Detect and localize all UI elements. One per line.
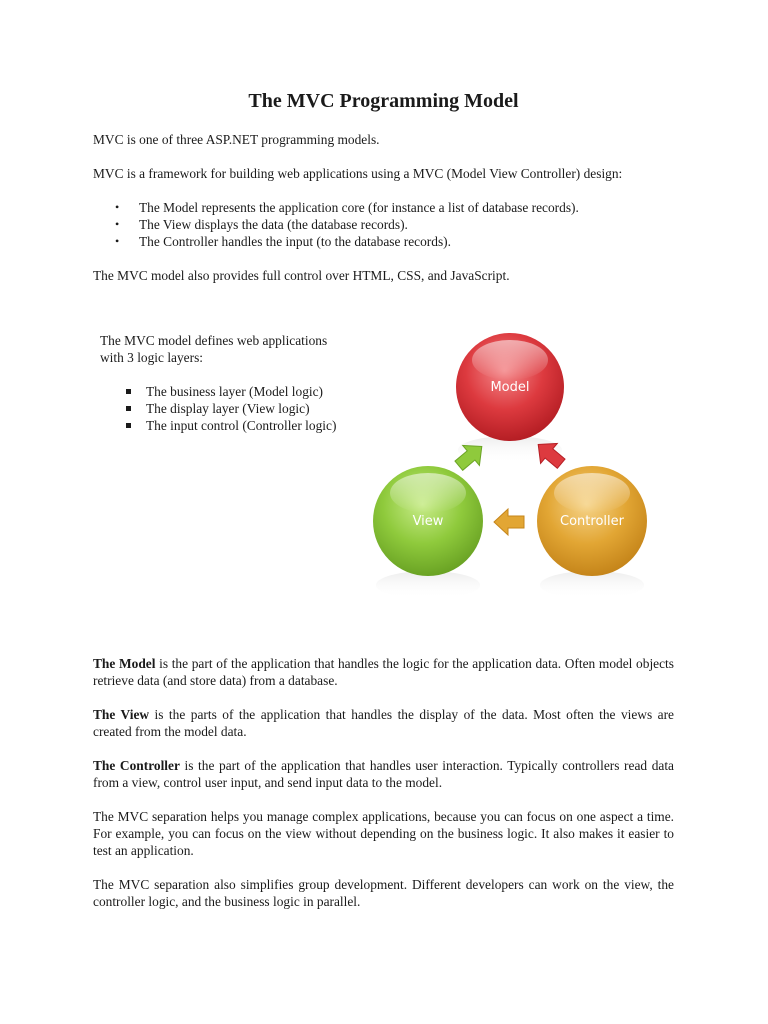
view-shine xyxy=(390,473,466,513)
view-description xyxy=(93,706,674,740)
list-item: The input control (Controller logic) xyxy=(100,417,345,434)
view-text: is the parts of the application that handles the display of the data. Most often the views are created from the model data. xyxy=(93,707,675,739)
controller-description xyxy=(93,757,674,791)
view-term: The View xyxy=(93,707,150,722)
list-item: The display layer (View logic) xyxy=(100,400,345,417)
controller-shine xyxy=(554,473,630,513)
view-label: View xyxy=(412,514,444,529)
list-item: The business layer (Model logic) xyxy=(100,383,345,400)
model-description xyxy=(93,655,674,689)
layers-intro: The MVC model defines web applications with 3 logic layers: xyxy=(100,333,328,365)
list-item: • The Controller handles the input (to the database records). xyxy=(93,233,674,250)
separation-paragraph-1: The MVC separation helps you manage complex applications, because you can focus on one aspect a time. For example, you can focus on the view without depending on the business logic. It also makes it easier to test an application. xyxy=(93,809,674,858)
controller-term: The Controller xyxy=(93,758,180,773)
document-bottom xyxy=(93,655,674,910)
intro-paragraph-1: MVC is one of three ASP.NET programming models. xyxy=(93,132,380,147)
mvc-bullet-list xyxy=(93,199,674,250)
controller-to-view-arrow xyxy=(494,509,524,535)
controller-text: is the part of the application that handles user interaction. Typically controllers read data from a view, control user input, and send input data to the model. xyxy=(93,758,675,790)
document-top xyxy=(93,88,674,284)
model-text: is the part of the application that handles the logic for the application data. Often model objects retrieve data (and store data) from a database. xyxy=(93,656,674,688)
model-term: The Model xyxy=(93,656,156,671)
logic-layers-box xyxy=(100,332,345,434)
list-item: • The Model represents the application core (for instance a list of database records). xyxy=(93,199,674,216)
model-label: Model xyxy=(490,380,530,395)
separation-paragraph-2: The MVC separation also simplifies group development. Different developers can work on the view, the controller logic, and the business logic in parallel. xyxy=(93,877,674,909)
provides-paragraph: The MVC model also provides full control over HTML, CSS, and JavaScript. xyxy=(93,268,510,283)
controller-label: Controller xyxy=(560,514,624,529)
mvc-diagram xyxy=(360,330,660,610)
model-shine xyxy=(472,340,548,380)
page-title: The MVC Programming Model xyxy=(248,90,519,112)
mvc-diagram-graphic xyxy=(360,330,660,610)
layers-list xyxy=(100,383,345,434)
intro-paragraph-2: MVC is a framework for building web applications using a MVC (Model View Controller) design: xyxy=(93,166,623,181)
list-item: • The View displays the data (the database records). xyxy=(93,216,674,233)
